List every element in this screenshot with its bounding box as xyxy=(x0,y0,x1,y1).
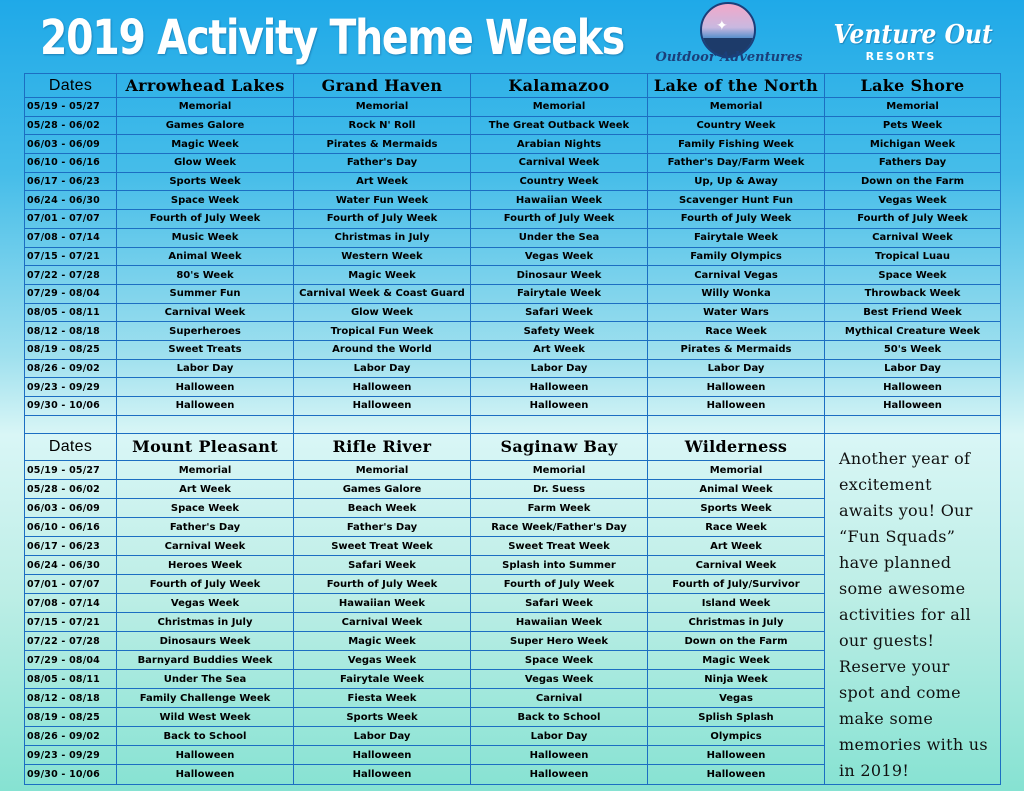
date-range-cell: 07/22 - 07/28 xyxy=(25,632,117,651)
dates-column-header: Dates xyxy=(25,74,117,98)
date-range-cell: 05/28 - 06/02 xyxy=(25,480,117,499)
date-range-cell: 07/29 - 08/04 xyxy=(25,284,117,303)
theme-cell: Halloween xyxy=(648,397,825,416)
date-range-cell: 05/19 - 05/27 xyxy=(25,461,117,480)
table-row xyxy=(25,322,1001,341)
theme-cell: Throwback Week xyxy=(825,284,1001,303)
theme-cell: Memorial xyxy=(294,98,471,117)
theme-cell: Halloween xyxy=(648,378,825,397)
date-range-cell: 06/10 - 06/16 xyxy=(25,518,117,537)
theme-cell: Halloween xyxy=(471,746,648,765)
theme-cell: Pirates & Mermaids xyxy=(648,340,825,359)
theme-cell: Halloween xyxy=(294,397,471,416)
theme-cell: Memorial xyxy=(117,98,294,117)
theme-cell: Memorial xyxy=(471,461,648,480)
heron-emblem-icon: ✦ xyxy=(700,2,756,58)
resort-column-header: Lake of the North xyxy=(648,74,825,98)
theme-cell: Fourth of July/Survivor xyxy=(648,575,825,594)
table-row xyxy=(25,210,1001,229)
date-range-cell: 07/29 - 08/04 xyxy=(25,651,117,670)
table-row xyxy=(25,247,1001,266)
theme-cell: Vegas Week xyxy=(117,594,294,613)
theme-cell: Country Week xyxy=(648,116,825,135)
table-row xyxy=(25,98,1001,117)
theme-cell: Christmas in July xyxy=(117,613,294,632)
theme-cell: Halloween xyxy=(117,397,294,416)
venture-out-wordmark: Venture Out xyxy=(833,20,993,50)
theme-cell: Family Fishing Week xyxy=(648,135,825,154)
theme-cell: Magic Week xyxy=(294,266,471,285)
theme-cell: Halloween xyxy=(471,378,648,397)
theme-cell: Halloween xyxy=(294,378,471,397)
theme-cell: Father's Day/Farm Week xyxy=(648,154,825,173)
theme-cell: Carnival Week xyxy=(117,537,294,556)
theme-cell: Space Week xyxy=(117,191,294,210)
theme-cell: Halloween xyxy=(471,765,648,784)
theme-cell: Magic Week xyxy=(648,651,825,670)
theme-cell: Race Week/Father's Day xyxy=(471,518,648,537)
theme-cell: Glow Week xyxy=(294,303,471,322)
theme-cell: Mythical Creature Week xyxy=(825,322,1001,341)
theme-cell: Carnival Week xyxy=(825,228,1001,247)
table-row xyxy=(25,378,1001,397)
theme-cell: Around the World xyxy=(294,340,471,359)
theme-cell: Space Week xyxy=(471,651,648,670)
theme-cell: Magic Week xyxy=(117,135,294,154)
resort-column-header: Rifle River xyxy=(294,433,471,460)
theme-cell: Carnival Week xyxy=(294,613,471,632)
theme-cell: Carnival Week & Coast Guard xyxy=(294,284,471,303)
theme-cell: Halloween xyxy=(471,397,648,416)
table-row xyxy=(25,172,1001,191)
theme-cell: Family Challenge Week xyxy=(117,689,294,708)
theme-cell: Race Week xyxy=(648,518,825,537)
theme-cell: Fourth of July Week xyxy=(471,575,648,594)
theme-cell: Father's Day xyxy=(294,154,471,173)
theme-cell: Animal Week xyxy=(117,247,294,266)
theme-cell: Art Week xyxy=(471,340,648,359)
page-title: 2019 Activity Theme Weeks xyxy=(40,10,624,66)
table-header-row xyxy=(25,74,1001,98)
theme-cell: Hawaiian Week xyxy=(294,594,471,613)
theme-cell: Fairytale Week xyxy=(471,284,648,303)
theme-cell: Halloween xyxy=(117,746,294,765)
table-row xyxy=(25,266,1001,285)
theme-cell: Dinosaurs Week xyxy=(117,632,294,651)
theme-cell: Hawaiian Week xyxy=(471,191,648,210)
spacer-row xyxy=(25,415,1001,433)
empty-cell xyxy=(117,415,294,433)
theme-cell: Carnival Week xyxy=(471,154,648,173)
theme-cell: Island Week xyxy=(648,594,825,613)
theme-cell: Fourth of July Week xyxy=(648,210,825,229)
theme-cell: Memorial xyxy=(471,98,648,117)
theme-cell: Labor Day xyxy=(471,727,648,746)
theme-cell: Christmas in July xyxy=(294,228,471,247)
theme-cell: Pirates & Mermaids xyxy=(294,135,471,154)
theme-cell: Memorial xyxy=(294,461,471,480)
theme-cell: Pets Week xyxy=(825,116,1001,135)
dates-column-header: Dates xyxy=(25,433,117,460)
theme-cell: Fairytale Week xyxy=(648,228,825,247)
theme-cell: Arabian Nights xyxy=(471,135,648,154)
date-range-cell: 07/08 - 07/14 xyxy=(25,594,117,613)
theme-cell: Art Week xyxy=(648,537,825,556)
date-range-cell: 06/17 - 06/23 xyxy=(25,537,117,556)
theme-cell: 80's Week xyxy=(117,266,294,285)
theme-cell: Fourth of July Week xyxy=(117,210,294,229)
theme-cell: Memorial xyxy=(648,98,825,117)
theme-cell: Father's Day xyxy=(117,518,294,537)
empty-cell xyxy=(294,415,471,433)
theme-cell: Fourth of July Week xyxy=(471,210,648,229)
theme-cell: Race Week xyxy=(648,322,825,341)
theme-cell: Tropical Fun Week xyxy=(294,322,471,341)
date-range-cell: 06/24 - 06/30 xyxy=(25,191,117,210)
date-range-cell: 06/03 - 06/09 xyxy=(25,135,117,154)
theme-cell: Vegas Week xyxy=(471,670,648,689)
date-range-cell: 07/15 - 07/21 xyxy=(25,613,117,632)
theme-cell: Vegas Week xyxy=(471,247,648,266)
theme-cell: Carnival Vegas xyxy=(648,266,825,285)
table-row xyxy=(25,397,1001,416)
date-range-cell: 07/08 - 07/14 xyxy=(25,228,117,247)
theme-cell: Safety Week xyxy=(471,322,648,341)
theme-cell: Labor Day xyxy=(471,359,648,378)
empty-cell xyxy=(25,415,117,433)
table-row xyxy=(25,191,1001,210)
theme-cell: Magic Week xyxy=(294,632,471,651)
table-row xyxy=(25,154,1001,173)
theme-cell: Beach Week xyxy=(294,499,471,518)
theme-cell: Fourth of July Week xyxy=(117,575,294,594)
theme-cell: Sports Week xyxy=(294,708,471,727)
theme-cell: Michigan Week xyxy=(825,135,1001,154)
theme-cell: Music Week xyxy=(117,228,294,247)
theme-cell: Back to School xyxy=(471,708,648,727)
date-range-cell: 07/15 - 07/21 xyxy=(25,247,117,266)
theme-cell: Animal Week xyxy=(648,480,825,499)
resort-column-header: Wilderness xyxy=(648,433,825,460)
resort-column-header: Lake Shore xyxy=(825,74,1001,98)
date-range-cell: 08/12 - 08/18 xyxy=(25,689,117,708)
theme-cell: Labor Day xyxy=(294,359,471,378)
outdoor-adventures-logo xyxy=(648,2,810,70)
theme-cell: Splish Splash xyxy=(648,708,825,727)
theme-cell: Family Olympics xyxy=(648,247,825,266)
date-range-cell: 09/30 - 10/06 xyxy=(25,397,117,416)
resort-column-header: Saginaw Bay xyxy=(471,433,648,460)
theme-cell: Halloween xyxy=(648,765,825,784)
theme-cell: Halloween xyxy=(294,765,471,784)
theme-cell: Summer Fun xyxy=(117,284,294,303)
resort-column-header: Grand Haven xyxy=(294,74,471,98)
theme-cell: Vegas Week xyxy=(825,191,1001,210)
theme-cell: Safari Week xyxy=(471,594,648,613)
theme-cell: Super Hero Week xyxy=(471,632,648,651)
theme-cell: Olympics xyxy=(648,727,825,746)
theme-cell: Dr. Suess xyxy=(471,480,648,499)
theme-cell: Best Friend Week xyxy=(825,303,1001,322)
theme-cell: Vegas Week xyxy=(294,651,471,670)
theme-cell: Labor Day xyxy=(825,359,1001,378)
theme-cell: Country Week xyxy=(471,172,648,191)
theme-cell: Safari Week xyxy=(294,556,471,575)
date-range-cell: 05/19 - 05/27 xyxy=(25,98,117,117)
theme-cell: Halloween xyxy=(648,746,825,765)
promo-note: Another year of excitement awaits you! Our “Fun Squads” have planned some awesome activities for all our guests! Reserve your spot and come make some memories with us in 2019! xyxy=(825,433,1001,784)
outdoor-adventures-wordmark: Outdoor Adventures xyxy=(655,50,803,65)
resort-column-header: Mount Pleasant xyxy=(117,433,294,460)
venture-out-resorts-logo xyxy=(826,20,993,66)
theme-cell: Memorial xyxy=(648,461,825,480)
date-range-cell: 07/22 - 07/28 xyxy=(25,266,117,285)
theme-cell: Labor Day xyxy=(117,359,294,378)
date-range-cell: 08/26 - 09/02 xyxy=(25,359,117,378)
theme-cell: Fathers Day xyxy=(825,154,1001,173)
theme-cell: Down on the Farm xyxy=(825,172,1001,191)
theme-cell: Rock N' Roll xyxy=(294,116,471,135)
theme-cell: Fairytale Week xyxy=(294,670,471,689)
theme-cell: Carnival Week xyxy=(648,556,825,575)
theme-cell: Fourth of July Week xyxy=(294,575,471,594)
date-range-cell: 06/17 - 06/23 xyxy=(25,172,117,191)
theme-cell: Safari Week xyxy=(471,303,648,322)
theme-cell: Willy Wonka xyxy=(648,284,825,303)
date-range-cell: 08/05 - 08/11 xyxy=(25,670,117,689)
date-range-cell: 06/24 - 06/30 xyxy=(25,556,117,575)
theme-weeks-table xyxy=(24,73,1001,785)
theme-cell: Water Fun Week xyxy=(294,191,471,210)
table-row xyxy=(25,340,1001,359)
theme-cell: Halloween xyxy=(117,765,294,784)
theme-cell: Vegas xyxy=(648,689,825,708)
date-range-cell: 08/19 - 08/25 xyxy=(25,708,117,727)
empty-cell xyxy=(648,415,825,433)
theme-cell: Barnyard Buddies Week xyxy=(117,651,294,670)
table-header-row xyxy=(25,433,1001,460)
theme-cell: Fourth of July Week xyxy=(825,210,1001,229)
theme-cell: Water Wars xyxy=(648,303,825,322)
table-row xyxy=(25,116,1001,135)
theme-cell: Father's Day xyxy=(294,518,471,537)
theme-cell: 50's Week xyxy=(825,340,1001,359)
theme-cell: Sweet Treat Week xyxy=(471,537,648,556)
theme-cell: Down on the Farm xyxy=(648,632,825,651)
theme-cell: Under the Sea xyxy=(471,228,648,247)
table-row xyxy=(25,228,1001,247)
date-range-cell: 08/26 - 09/02 xyxy=(25,727,117,746)
resorts-wordmark: RESORTS xyxy=(865,50,937,63)
theme-cell: Sports Week xyxy=(117,172,294,191)
theme-cell: Games Galore xyxy=(117,116,294,135)
theme-cell: Wild West Week xyxy=(117,708,294,727)
theme-cell: Back to School xyxy=(117,727,294,746)
theme-cell: Halloween xyxy=(825,378,1001,397)
theme-cell: Sweet Treat Week xyxy=(294,537,471,556)
date-range-cell: 07/01 - 07/07 xyxy=(25,575,117,594)
table-row xyxy=(25,284,1001,303)
empty-cell xyxy=(825,415,1001,433)
empty-cell xyxy=(471,415,648,433)
date-range-cell: 09/23 - 09/29 xyxy=(25,378,117,397)
date-range-cell: 07/01 - 07/07 xyxy=(25,210,117,229)
date-range-cell: 06/10 - 06/16 xyxy=(25,154,117,173)
theme-cell: Ninja Week xyxy=(648,670,825,689)
theme-cell: Labor Day xyxy=(294,727,471,746)
theme-cell: Labor Day xyxy=(648,359,825,378)
theme-cell: Under The Sea xyxy=(117,670,294,689)
theme-cell: Art Week xyxy=(294,172,471,191)
theme-cell: Scavenger Hunt Fun xyxy=(648,191,825,210)
date-range-cell: 08/12 - 08/18 xyxy=(25,322,117,341)
theme-cell: Fourth of July Week xyxy=(294,210,471,229)
theme-cell: Superheroes xyxy=(117,322,294,341)
theme-cell: Halloween xyxy=(117,378,294,397)
date-range-cell: 05/28 - 06/02 xyxy=(25,116,117,135)
theme-cell: Games Galore xyxy=(294,480,471,499)
date-range-cell: 08/05 - 08/11 xyxy=(25,303,117,322)
table-row xyxy=(25,303,1001,322)
theme-cell: Art Week xyxy=(117,480,294,499)
date-range-cell: 09/30 - 10/06 xyxy=(25,765,117,784)
theme-cell: Memorial xyxy=(117,461,294,480)
theme-cell: Western Week xyxy=(294,247,471,266)
theme-cell: The Great Outback Week xyxy=(471,116,648,135)
theme-cell: Splash into Summer xyxy=(471,556,648,575)
resort-column-header: Kalamazoo xyxy=(471,74,648,98)
theme-cell: Up, Up & Away xyxy=(648,172,825,191)
theme-cell: Carnival xyxy=(471,689,648,708)
theme-cell: Halloween xyxy=(825,397,1001,416)
theme-cell: Christmas in July xyxy=(648,613,825,632)
theme-cell: Farm Week xyxy=(471,499,648,518)
theme-cell: Dinosaur Week xyxy=(471,266,648,285)
theme-cell: Tropical Luau xyxy=(825,247,1001,266)
theme-cell: Sweet Treats xyxy=(117,340,294,359)
theme-cell: Space Week xyxy=(825,266,1001,285)
date-range-cell: 08/19 - 08/25 xyxy=(25,340,117,359)
theme-cell: Sports Week xyxy=(648,499,825,518)
theme-cell: Fiesta Week xyxy=(294,689,471,708)
date-range-cell: 09/23 - 09/29 xyxy=(25,746,117,765)
theme-cell: Carnival Week xyxy=(117,303,294,322)
date-range-cell: 06/03 - 06/09 xyxy=(25,499,117,518)
theme-cell: Memorial xyxy=(825,98,1001,117)
theme-cell: Heroes Week xyxy=(117,556,294,575)
theme-cell: Space Week xyxy=(117,499,294,518)
table-row xyxy=(25,359,1001,378)
theme-cell: Halloween xyxy=(294,746,471,765)
theme-cell: Glow Week xyxy=(117,154,294,173)
theme-cell: Hawaiian Week xyxy=(471,613,648,632)
resort-column-header: Arrowhead Lakes xyxy=(117,74,294,98)
table-row xyxy=(25,135,1001,154)
